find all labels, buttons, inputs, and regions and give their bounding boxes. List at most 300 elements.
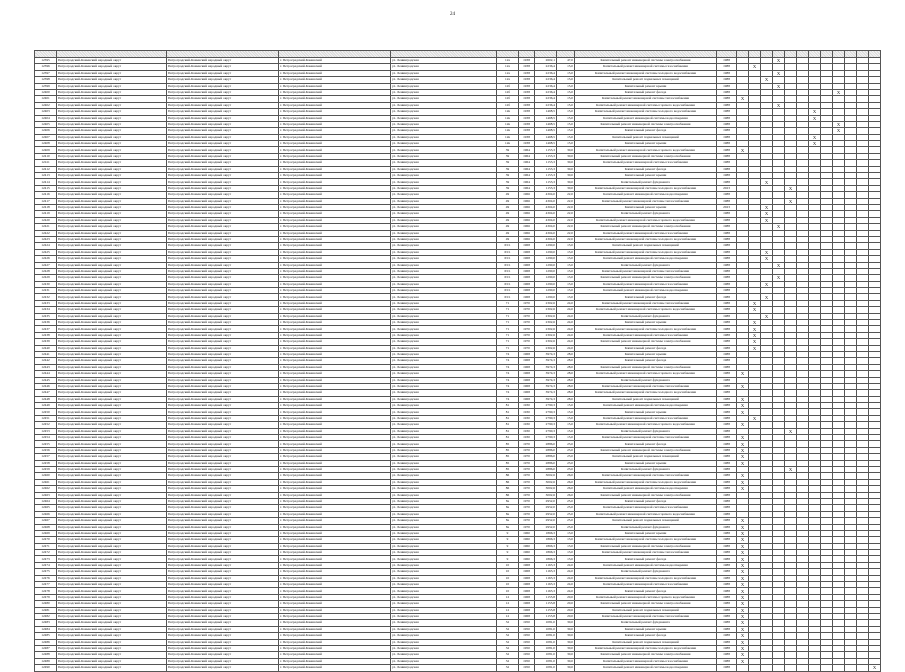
table-cell: 1950: [519, 620, 535, 626]
table-cell: 1968: [519, 256, 535, 262]
mark-cell: X: [737, 645, 749, 651]
table-cell: 1938: [519, 70, 535, 76]
table-cell: Петроградский-Каменский народный округ: [167, 658, 279, 664]
table-cell: 1970: [519, 492, 535, 498]
table-cell: 32: [497, 639, 519, 645]
table-cell: 1866,3: [535, 537, 557, 543]
table-cell: Петроградский-Каменский народный округ: [167, 435, 279, 441]
table-cell: 1988: [717, 64, 737, 70]
table-cell: Петроградский-Каменский народный округ: [167, 556, 279, 562]
table-cell: 1930: [519, 403, 535, 409]
mark-cell: X: [737, 518, 749, 524]
table-cell: Капитальный ремонт подвальных помещений: [575, 454, 717, 460]
table-cell: Петроградский-Каменский народный округ: [57, 530, 167, 536]
table-cell: Петроградский-Каменский народный округ: [57, 467, 167, 473]
table-cell: Петроградский-Каменский народный округ: [167, 460, 279, 466]
table-cell: Петроградский-Каменский народный округ: [167, 371, 279, 377]
table-cell: Петроградский-Каменский народный округ: [57, 607, 167, 613]
table-cell: 1968: [519, 358, 535, 364]
table-cell: Капитальный ремонт инженерной системы водоотведения: [575, 562, 717, 568]
table-cell: Петроградский-Каменский народный округ: [57, 441, 167, 447]
table-cell: Петроградский-Каменский народный округ: [57, 64, 167, 70]
table-cell: 12471: [35, 543, 57, 549]
table-cell: 1988: [717, 492, 737, 498]
mark-cell: X: [737, 530, 749, 536]
table-cell: 30,0: [557, 166, 575, 172]
table-cell: Петроградский-Каменский народный округ: [57, 294, 167, 300]
table-cell: 13,0: [557, 268, 575, 274]
table-cell: Капитальный ремонт инженерной системы водоотведения: [575, 486, 717, 492]
table-cell: 1988: [717, 403, 737, 409]
table-cell: 1468,5: [535, 134, 557, 140]
mark-cell: X: [809, 109, 821, 115]
table-cell: г. Петроградский-Каменский: [279, 96, 391, 102]
table-cell: 74: [497, 358, 519, 364]
header-cell: [845, 51, 857, 58]
mark-cell: [809, 665, 821, 671]
table-cell: ул. Ленинградская: [391, 658, 497, 664]
mark-cell: X: [737, 383, 749, 389]
table-cell: 1988: [717, 601, 737, 607]
table-cell: 2886,0: [535, 454, 557, 460]
table-cell: 1968: [519, 262, 535, 268]
table-cell: 4304,0: [535, 236, 557, 242]
table-cell: 22,0: [557, 198, 575, 204]
table-cell: 12461: [35, 479, 57, 485]
table-cell: 1938: [519, 96, 535, 102]
table-cell: 2952,0: [535, 511, 557, 517]
table-cell: ул. Ленинградская: [391, 607, 497, 613]
table-cell: г. Петроградский-Каменский: [279, 403, 391, 409]
table-cell: 15,0: [557, 89, 575, 95]
table-cell: 49: [497, 198, 519, 204]
table-cell: Петроградский-Каменский народный округ: [167, 403, 279, 409]
table-cell: Петроградский-Каменский народный округ: [167, 185, 279, 191]
table-cell: Капитальный ремонт фасада: [575, 128, 717, 134]
table-cell: 1155,8: [535, 601, 557, 607]
table-cell: Петроградский-Каменский народный округ: [167, 58, 279, 64]
table-cell: г. Петроградский-Каменский: [279, 415, 391, 421]
table-cell: ул. Ленинградская: [391, 134, 497, 140]
mark-cell: X: [737, 582, 749, 588]
table-cell: 47,0: [557, 58, 575, 64]
table-cell: 15,0: [557, 435, 575, 441]
mark-cell: X: [869, 665, 881, 671]
table-cell: 15,0: [557, 141, 575, 147]
table-cell: Капитальный ремонт инженерной системы газоснабжения: [575, 505, 717, 511]
table-cell: 1938: [519, 58, 535, 64]
mark-cell: X: [809, 134, 821, 140]
table-cell: 1988: [717, 550, 737, 556]
works-table: [34, 50, 881, 672]
table-cell: 1970: [519, 518, 535, 524]
table-cell: 1964: [519, 179, 535, 185]
table-cell: 12423: [35, 236, 57, 242]
table-cell: ул. Ленинградская: [391, 313, 497, 319]
table-cell: 1960: [519, 550, 535, 556]
table-cell: 24,0: [557, 307, 575, 313]
table-cell: Петроградский-Каменский народный округ: [167, 454, 279, 460]
table-cell: г. Петроградский-Каменский: [279, 109, 391, 115]
table-cell: 15,0: [557, 70, 575, 76]
table-cell: ул. Ленинградская: [391, 562, 497, 568]
table-cell: 86: [497, 492, 519, 498]
table-cell: Петроградский-Каменский народный округ: [167, 179, 279, 185]
table-cell: Петроградский-Каменский народный округ: [57, 236, 167, 242]
table-cell: Капитальный ремонт инженерной системы газоснабжения: [575, 658, 717, 664]
header-cell: [279, 51, 391, 58]
table-cell: Петроградский-Каменский народный округ: [167, 166, 279, 172]
table-cell: 1081,0: [535, 633, 557, 639]
table-cell: 86: [497, 479, 519, 485]
table-cell: Петроградский-Каменский народный округ: [167, 217, 279, 223]
table-cell: 10: [497, 575, 519, 581]
table-cell: Капитальный ремонт инженерной системы газоснабжения: [575, 64, 717, 70]
table-cell: 12484: [35, 626, 57, 632]
table-cell: 1964: [519, 153, 535, 159]
mark-cell: X: [737, 524, 749, 530]
table-cell: Петроградский-Каменский народный округ: [167, 339, 279, 345]
table-cell: 49: [497, 211, 519, 217]
table-cell: ул. Ленинградская: [391, 358, 497, 364]
table-cell: Петроградский-Каменский народный округ: [57, 268, 167, 274]
table-cell: 13,0: [557, 294, 575, 300]
mark-cell: X: [737, 575, 749, 581]
table-cell: 1468,5: [535, 128, 557, 134]
header-cell: [857, 51, 869, 58]
table-cell: Петроградский-Каменский народный округ: [57, 601, 167, 607]
table-cell: ул. Ленинградская: [391, 511, 497, 517]
table-cell: 1988: [717, 217, 737, 223]
table-cell: Капитальный ремонт фундамента: [575, 620, 717, 626]
table-cell: 1970: [519, 339, 535, 345]
table-cell: 8а: [497, 524, 519, 530]
table-cell: Петроградский-Каменский народный округ: [57, 224, 167, 230]
table-cell: 1081,0: [535, 665, 557, 671]
table-cell: 74: [497, 396, 519, 402]
table-cell: Петроградский-Каменский народный округ: [167, 492, 279, 498]
table-cell: Капитальный ремонт подвальных помещений: [575, 243, 717, 249]
table-cell: ул. Ленинградская: [391, 224, 497, 230]
table-cell: 1970: [519, 498, 535, 504]
table-cell: г. Петроградский-Каменский: [279, 441, 391, 447]
table-cell: г. Петроградский-Каменский: [279, 166, 391, 172]
table-cell: г. Петроградский-Каменский: [279, 332, 391, 338]
table-cell: Капитальный ремонт инженерной системы горячего водоснабжения: [575, 217, 717, 223]
table-cell: Капитальный ремонт инженерной системы газоснабжения: [575, 281, 717, 287]
table-cell: 1081,0: [535, 658, 557, 664]
table-cell: Капитальный ремонт инженерной системы водоотведения: [575, 192, 717, 198]
table-cell: 1988: [717, 211, 737, 217]
table-cell: 12395: [35, 58, 57, 64]
table-cell: Капитальный ремонт инженерной системы электроснабжения: [575, 58, 717, 64]
mark-cell: X: [737, 633, 749, 639]
table-cell: 13,0: [557, 275, 575, 281]
table-cell: 12в: [497, 115, 519, 121]
table-cell: 1970: [519, 505, 535, 511]
table-cell: Петроградский-Каменский народный округ: [167, 441, 279, 447]
table-cell: 3002,6: [535, 486, 557, 492]
table-cell: 1988: [717, 262, 737, 268]
table-cell: 3002,6: [535, 473, 557, 479]
table-cell: Капитальный ремонт инженерной системы горячего водоснабжения: [575, 147, 717, 153]
table-cell: ул. Ленинградская: [391, 204, 497, 210]
table-cell: Петроградский-Каменский народный округ: [167, 396, 279, 402]
table-cell: Петроградский-Каменский народный округ: [57, 633, 167, 639]
table-cell: Петроградский-Каменский народный округ: [57, 409, 167, 415]
table-cell: ул. Ленинградская: [391, 217, 497, 223]
table-cell: г. Петроградский-Каменский: [279, 198, 391, 204]
table-cell: 30,0: [557, 173, 575, 179]
table-cell: Петроградский-Каменский народный округ: [167, 153, 279, 159]
table-cell: г. Петроградский-Каменский: [279, 275, 391, 281]
table-cell: Капитальный ремонт инженерной системы горячего водоснабжения: [575, 511, 717, 517]
table-cell: Капитальный ремонт инженерной системы холодного водоснабжения: [575, 326, 717, 332]
table-cell: 12407: [35, 134, 57, 140]
table-cell: 9: [497, 550, 519, 556]
table-cell: 28,0: [557, 377, 575, 383]
table-cell: 25,0: [557, 511, 575, 517]
table-cell: Петроградский-Каменский народный округ: [167, 173, 279, 179]
table-cell: 24,0: [557, 588, 575, 594]
table-cell: 1966: [519, 198, 535, 204]
table-cell: ул. Ленинградская: [391, 633, 497, 639]
table-cell: Петроградский-Каменский народный округ: [57, 204, 167, 210]
table-cell: 2236,4: [535, 89, 557, 95]
table-cell: 1290,0: [535, 243, 557, 249]
table-cell: 2302,6: [535, 339, 557, 345]
table-cell: 12480: [35, 601, 57, 607]
table-cell: 1988: [717, 77, 737, 83]
table-cell: 12б: [497, 102, 519, 108]
table-cell: 1968: [519, 396, 535, 402]
table-cell: 12412: [35, 166, 57, 172]
table-cell: Капитальный ремонт инженерной системы электроснабжения: [575, 492, 717, 498]
table-cell: Петроградский-Каменский народный округ: [167, 288, 279, 294]
table-cell: 1081,0: [535, 626, 557, 632]
table-cell: Капитальный ремонт крыши: [575, 141, 717, 147]
table-cell: 32: [497, 658, 519, 664]
table-cell: 85: [497, 441, 519, 447]
mark-cell: X: [749, 300, 761, 306]
table-cell: 2023: [717, 185, 737, 191]
table-cell: 12447: [35, 390, 57, 396]
table-cell: г. Петроградский-Каменский: [279, 377, 391, 383]
table-cell: ул. Ленинградская: [391, 243, 497, 249]
table-cell: ул. Ленинградская: [391, 173, 497, 179]
table-cell: Петроградский-Каменский народный округ: [167, 102, 279, 108]
table-cell: 1468,5: [535, 115, 557, 121]
table-cell: Капитальный ремонт фундамента: [575, 569, 717, 575]
table-cell: 2236,4: [535, 102, 557, 108]
table-cell: ул. Ленинградская: [391, 64, 497, 70]
table-cell: г. Петроградский-Каменский: [279, 460, 391, 466]
table-cell: Петроградский-Каменский народный округ: [57, 185, 167, 191]
table-cell: 1988: [717, 89, 737, 95]
table-cell: 63/1: [497, 288, 519, 294]
table-cell: 26,0: [557, 486, 575, 492]
table-cell: 12: [497, 613, 519, 619]
table-cell: ул. Ленинградская: [391, 460, 497, 466]
mark-cell: [737, 665, 749, 671]
mark-cell: X: [773, 83, 785, 89]
table-cell: 1988: [717, 294, 737, 300]
table-cell: г. Петроградский-Каменский: [279, 134, 391, 140]
mark-cell: [833, 665, 845, 671]
table-cell: Капитальный ремонт инженерной системы теплоснабжения: [575, 613, 717, 619]
table-cell: 1988: [717, 594, 737, 600]
table-cell: Петроградский-Каменский народный округ: [167, 121, 279, 127]
table-cell: Петроградский-Каменский народный округ: [57, 383, 167, 389]
table-cell: 1988: [717, 364, 737, 370]
table-cell: Петроградский-Каменский народный округ: [167, 141, 279, 147]
table-cell: 39: [497, 179, 519, 185]
table-cell: Петроградский-Каменский народный округ: [167, 530, 279, 536]
table-cell: Петроградский-Каменский народный округ: [57, 160, 167, 166]
table-cell: Петроградский-Каменский народный округ: [57, 447, 167, 453]
table-cell: г. Петроградский-Каменский: [279, 409, 391, 415]
table-cell: ул. Ленинградская: [391, 351, 497, 357]
table-cell: 13,0: [557, 556, 575, 562]
table-cell: Петроградский-Каменский народный округ: [57, 211, 167, 217]
header-cell: [167, 51, 279, 58]
header-cell: [35, 51, 57, 58]
table-cell: Петроградский-Каменский народный округ: [167, 243, 279, 249]
table-cell: 1988: [717, 102, 737, 108]
table-cell: 1968: [519, 288, 535, 294]
table-cell: Петроградский-Каменский народный округ: [167, 134, 279, 140]
table-cell: 1988: [717, 454, 737, 460]
table-cell: 1968: [519, 268, 535, 274]
table-cell: 1968: [519, 582, 535, 588]
table-cell: г. Петроградский-Каменский: [279, 613, 391, 619]
header-cell: [809, 51, 821, 58]
table-cell: Петроградский-Каменский народный округ: [57, 358, 167, 364]
table-cell: 1153,3: [535, 160, 557, 166]
table-cell: 32: [497, 620, 519, 626]
table-cell: Капитальный ремонт инженерной системы холодного водоснабжения: [575, 537, 717, 543]
mark-cell: X: [773, 102, 785, 108]
table-cell: 1988: [717, 383, 737, 389]
table-cell: Капитальный ремонт крыши: [575, 626, 717, 632]
table-cell: 12416: [35, 192, 57, 198]
table-cell: 1968: [519, 351, 535, 357]
table-cell: 26,0: [557, 492, 575, 498]
table-cell: 1988: [717, 83, 737, 89]
table-cell: Капитальный ремонт фасада: [575, 633, 717, 639]
table-cell: Капитальный ремонт инженерной системы теплоснабжения: [575, 268, 717, 274]
table-cell: ул. Ленинградская: [391, 147, 497, 153]
table-cell: 1988: [717, 358, 737, 364]
table-cell: 12482: [35, 613, 57, 619]
mark-cell: X: [833, 121, 845, 127]
table-cell: ул. Ленинградская: [391, 77, 497, 83]
table-cell: 22,0: [557, 192, 575, 198]
mark-cell: X: [737, 626, 749, 632]
table-cell: 12469: [35, 530, 57, 536]
table-cell: 2952,0: [535, 498, 557, 504]
table-cell: ул. Ленинградская: [391, 537, 497, 543]
table-cell: ул. Ленинградская: [391, 601, 497, 607]
table-cell: 30,0: [557, 665, 575, 671]
table-cell: 1988: [717, 575, 737, 581]
table-cell: Петроградский-Каменский народный округ: [167, 109, 279, 115]
table-cell: Петроградский-Каменский народный округ: [167, 383, 279, 389]
table-cell: Петроградский-Каменский народный округ: [167, 268, 279, 274]
table-cell: 3974,3: [535, 351, 557, 357]
table-cell: ул. Ленинградская: [391, 160, 497, 166]
table-cell: 1988: [717, 153, 737, 159]
table-cell: 12402: [35, 102, 57, 108]
table-cell: Петроградский-Каменский народный округ: [57, 460, 167, 466]
table-cell: 4304,0: [535, 230, 557, 236]
table-cell: 12445: [35, 377, 57, 383]
table-cell: Капитальный ремонт подвальных помещений: [575, 134, 717, 140]
table-cell: ул. Ленинградская: [391, 339, 497, 345]
table-cell: Капитальный ремонт инженерной системы водоотведения: [575, 256, 717, 262]
table-cell: 12а: [497, 64, 519, 70]
table-cell: 15,0: [557, 128, 575, 134]
table-cell: 2790,3: [535, 435, 557, 441]
table-cell: Петроградский-Каменский народный округ: [57, 422, 167, 428]
table-cell: Петроградский-Каменский народный округ: [57, 377, 167, 383]
table-cell: г. Петроградский-Каменский: [279, 645, 391, 651]
mark-cell: X: [737, 403, 749, 409]
table-cell: 2790,3: [535, 415, 557, 421]
table-cell: ул. Ленинградская: [391, 447, 497, 453]
table-cell: 15,0: [557, 121, 575, 127]
table-cell: 4304,0: [535, 198, 557, 204]
table-cell: ул. Ленинградская: [391, 179, 497, 185]
table-cell: 13,0: [557, 530, 575, 536]
table-cell: ул. Ленинградская: [391, 454, 497, 460]
table-cell: 1970: [519, 486, 535, 492]
table-cell: 1081,0: [535, 620, 557, 626]
table-cell: Капитальный ремонт фундамента: [575, 428, 717, 434]
table-cell: 12а: [497, 70, 519, 76]
table-cell: г. Петроградский-Каменский: [279, 511, 391, 517]
table-cell: 1970: [519, 447, 535, 453]
table-cell: 22,0: [557, 204, 575, 210]
table-cell: Капитальный ремонт инженерной системы газоснабжения: [575, 415, 717, 421]
table-cell: 1988: [717, 173, 737, 179]
table-cell: Петроградский-Каменский народный округ: [167, 332, 279, 338]
header-cell: [575, 51, 717, 58]
table-cell: 2023: [717, 204, 737, 210]
table-cell: 1988: [717, 249, 737, 255]
mark-cell: X: [749, 332, 761, 338]
table-cell: ул. Ленинградская: [391, 422, 497, 428]
table-cell: 63/1: [497, 268, 519, 274]
table-cell: 1938: [519, 115, 535, 121]
table-cell: Петроградский-Каменский народный округ: [167, 645, 279, 651]
table-cell: 12406: [35, 128, 57, 134]
table-cell: г. Петроградский-Каменский: [279, 115, 391, 121]
table-cell: 12411: [35, 160, 57, 166]
table-cell: ул. Ленинградская: [391, 582, 497, 588]
table-cell: 12426: [35, 256, 57, 262]
table-cell: 39: [497, 166, 519, 172]
table-cell: 12а: [497, 77, 519, 83]
table-cell: 15,0: [557, 115, 575, 121]
table-cell: 1988: [717, 556, 737, 562]
table-cell: 1938: [519, 89, 535, 95]
table-cell: Петроградский-Каменский народный округ: [167, 249, 279, 255]
table-cell: Петроградский-Каменский народный округ: [57, 428, 167, 434]
table-cell: Петроградский-Каменский народный округ: [57, 102, 167, 108]
table-cell: Петроградский-Каменский народный округ: [57, 70, 167, 76]
table-cell: г. Петроградский-Каменский: [279, 620, 391, 626]
